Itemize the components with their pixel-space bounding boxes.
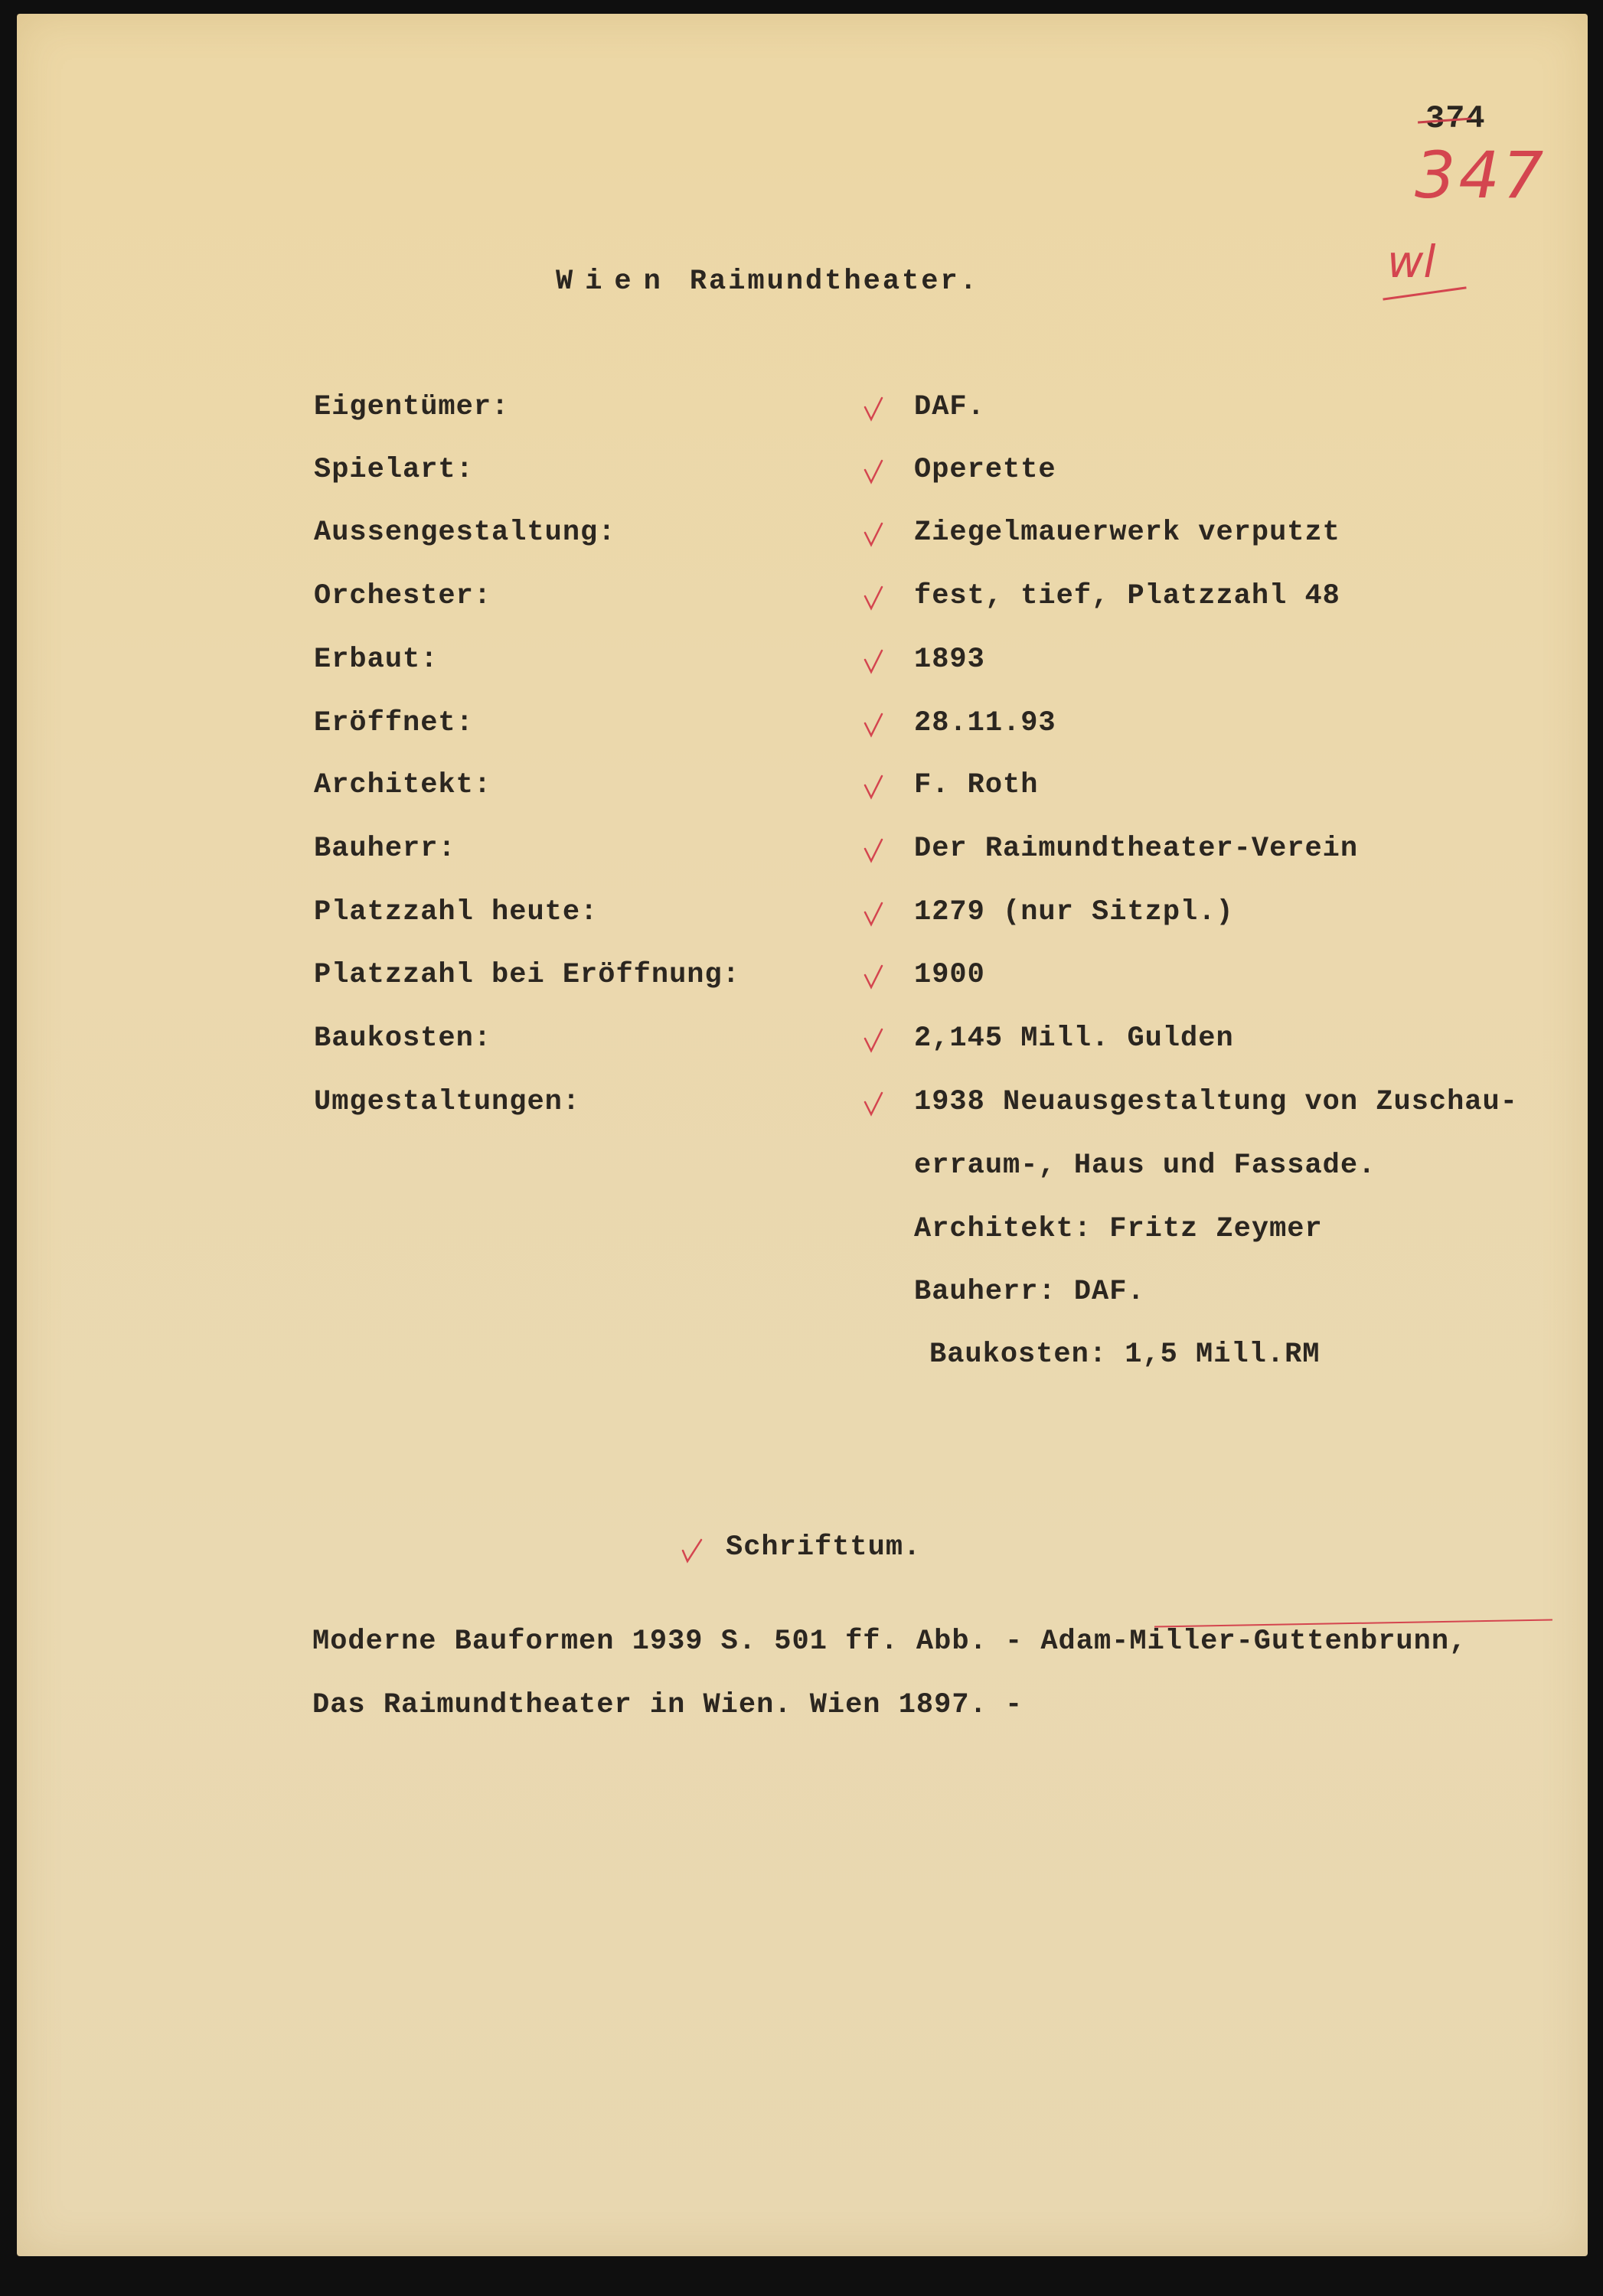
check-mark-icon (864, 838, 885, 864)
field-label: Spielart: (314, 454, 474, 486)
field-label: Eigentümer: (314, 391, 510, 423)
field-label: Aussengestaltung: (314, 517, 616, 549)
field-label: Erbaut: (314, 644, 439, 676)
field-value: 1900 (914, 959, 985, 991)
reference-line: Das Raimundtheater in Wien. Wien 1897. - (312, 1689, 1024, 1721)
reviewer-initials: wl (1387, 236, 1436, 288)
title-city: Wien (556, 266, 673, 298)
check-mark-icon (864, 775, 885, 801)
field-label: Bauherr: (314, 833, 456, 865)
check-mark-icon (864, 1028, 885, 1054)
initials-underline (1383, 286, 1466, 300)
check-mark-icon (681, 1537, 703, 1563)
document-page (17, 14, 1588, 2256)
continuation-line: Architekt: Fritz Zeymer (914, 1213, 1323, 1245)
field-value: Operette (914, 454, 1056, 486)
check-mark-icon (864, 396, 885, 422)
field-value: 1893 (914, 644, 985, 676)
continuation-line: erraum-, Haus und Fassade. (914, 1150, 1376, 1182)
check-mark-icon (864, 585, 885, 612)
field-label: Baukosten: (314, 1022, 492, 1055)
field-label: Platzzahl bei Eröffnung: (314, 959, 740, 991)
check-mark-icon (864, 964, 885, 990)
field-value: 2,145 Mill. Gulden (914, 1022, 1234, 1055)
field-value: 1938 Neuausgestaltung von Zuschau- (914, 1086, 1518, 1118)
field-label: Orchester: (314, 580, 492, 612)
field-value: DAF. (914, 391, 985, 423)
title-name: Raimundtheater. (689, 266, 979, 298)
continuation-line: Bauherr: DAF. (914, 1276, 1145, 1308)
field-value: F. Roth (914, 769, 1039, 801)
field-label: Architekt: (314, 769, 492, 801)
new-page-number: 347 (1415, 138, 1547, 213)
field-value: fest, tief, Platzzahl 48 (914, 580, 1340, 612)
schrifttum-heading: Schrifttum. (726, 1531, 922, 1564)
field-value: 1279 (nur Sitzpl.) (914, 896, 1234, 928)
check-mark-icon (864, 902, 885, 928)
document-title (556, 268, 979, 296)
check-mark-icon (864, 459, 885, 485)
field-label: Umgestaltungen: (314, 1086, 581, 1118)
check-mark-icon (864, 522, 885, 548)
check-mark-icon (864, 1091, 885, 1117)
check-mark-icon (864, 713, 885, 739)
reference-line: Moderne Bauformen 1939 S. 501 ff. Abb. - Adam-Miller-Guttenbrunn, (312, 1626, 1468, 1658)
check-mark-icon (864, 649, 885, 675)
continuation-line: Baukosten: 1,5 Mill.RM (929, 1339, 1321, 1371)
field-value: 28.11.93 (914, 707, 1056, 739)
field-value: Ziegelmauerwerk verputzt (914, 517, 1340, 549)
field-label: Platzzahl heute: (314, 896, 599, 928)
field-value: Der Raimundtheater-Verein (914, 833, 1359, 865)
field-label: Eröffnet: (314, 707, 474, 739)
old-page-number: 374 (1425, 100, 1486, 137)
